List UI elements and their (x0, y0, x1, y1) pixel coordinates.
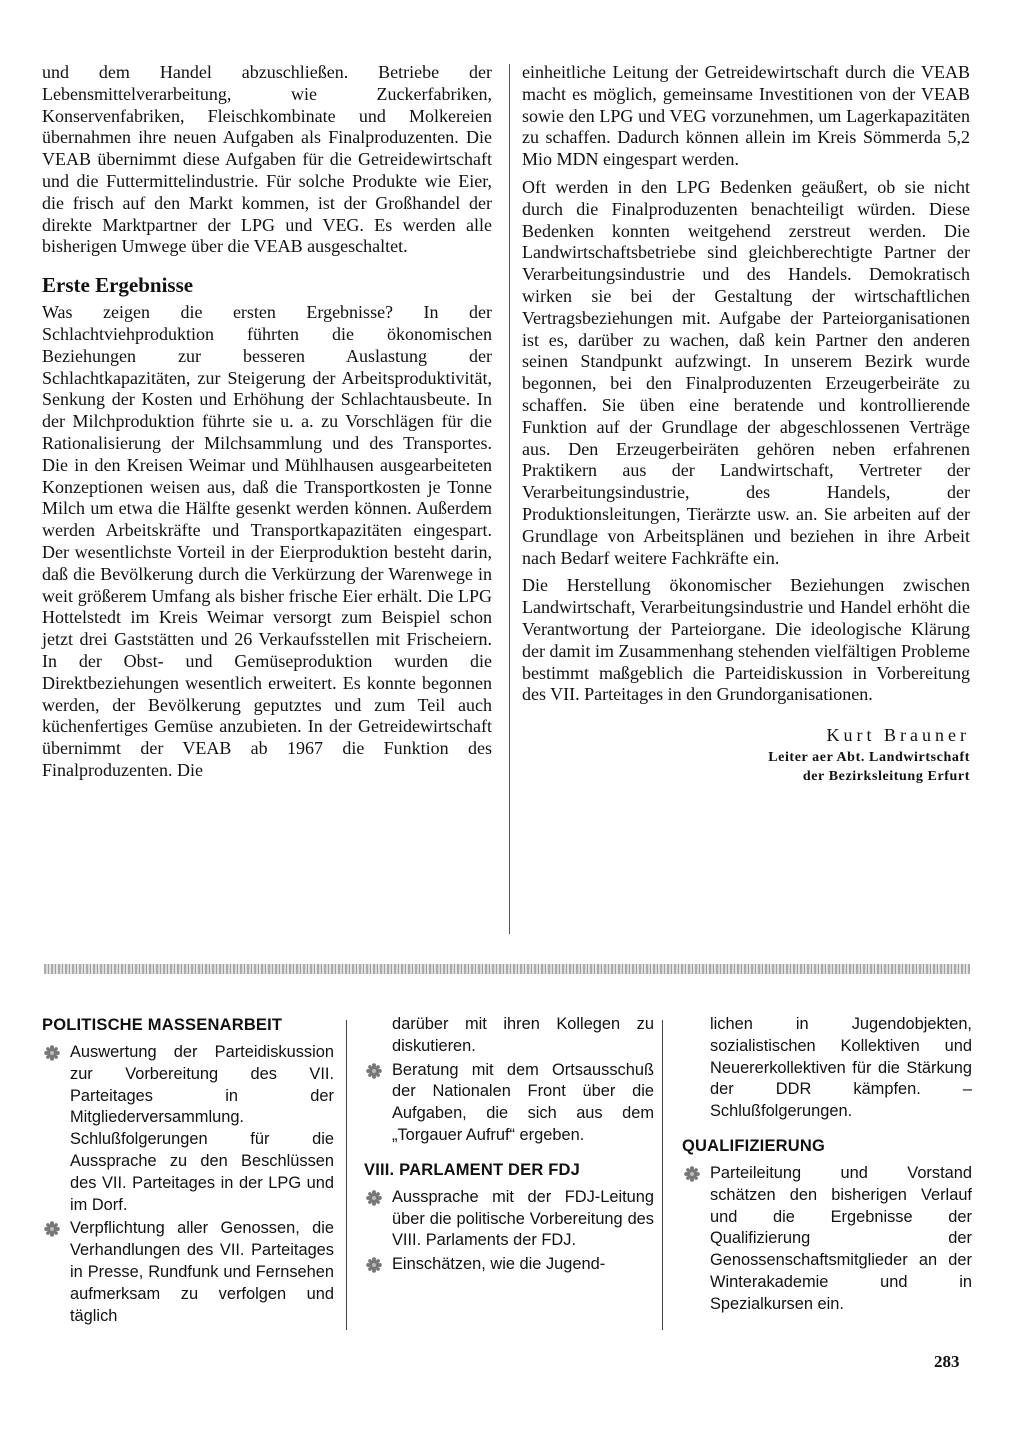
rosette-bullet-icon (44, 1045, 60, 1061)
page-number: 283 (934, 1352, 960, 1371)
rosette-bullet-icon (366, 1257, 382, 1273)
list-item-continuation: lichen in Jugendobjekten, sozialistischen Kollektiven und Neuererkollektiven für die Stärkung der DDR kämpfen. – Schlußfolgerungen. (710, 1015, 972, 1121)
list-item: Aussprache mit der FDJ-Leitung über die politische Vorbereitung des VIII. Parlaments der FDJ. (364, 1187, 654, 1252)
section-heading: Erste Ergebnisse (42, 273, 194, 298)
rosette-bullet-icon (684, 1166, 700, 1182)
article-paragraph: und dem Handel abzuschließen. Betriebe der Lebensmittelverarbeitung, wie Zuckerfabriken, Konservenfabriken, Fleischkombinate und Molkereien übernahmen ihre neuen Aufgaben als Finalproduzenten. Die VEAB übernimmt diese Aufgaben für die Getreidewirtschaft und die Futtermittelindustrie. Für solche Produkte wie Eier, die frisch auf den Markt kommen, ist der Großhandel der direkte Marktpartner der LPG und VEG. Es werden alle bisherigen Umwege über die VEAB ausgeschaltet. (42, 62, 492, 257)
article-left-column (42, 62, 492, 788)
column-divider (346, 1020, 347, 1330)
box-column-2 (364, 1014, 654, 1278)
list-item: Einschätzen, wie die Jugend- (364, 1254, 654, 1276)
list-item: Verpflichtung aller Genossen, die Verhandlungen des VII. Parteitages in Presse, Rundfunk und Fernsehen aufmerksam zu verfolgen und täglich (42, 1218, 334, 1327)
article-right-column (522, 62, 970, 786)
list-item-continuation: darüber mit ihren Kollegen zu diskutieren. (392, 1015, 654, 1055)
list-item: Auswertung der Parteidiskussion zur Vorbereitung des VII. Parteitages in der Mitgliederversammlung. Schlußfolgerungen für die Aussprache zu den Beschlüssen des VII. Parteitages in der LPG und im Dorf. (42, 1042, 334, 1216)
article-paragraph: Die Herstellung ökonomischer Beziehungen zwischen Landwirtschaft, Verarbeitungsindustrie und Handel erhöht die Verantwortung der Parteiorgane. Die ideologische Klärung der damit im Zusammenhang stehenden vielfältigen Probleme bestimmt maßgeblich die Parteidiskussion in Vorbereitung des VII. Parteitages in den Grundorganisationen. (522, 575, 970, 705)
column-divider (662, 1020, 663, 1330)
author-block (522, 722, 970, 786)
section-divider-band (44, 964, 970, 974)
box-heading-qualifizierung: QUALIFIZIERUNG (682, 1136, 826, 1155)
list-item: Beratung mit dem Ortsausschuß der Nationalen Front über die Aufgaben, die sich aus dem „Torgauer Aufruf“ ergeben. (364, 1060, 654, 1147)
column-divider (509, 64, 510, 934)
box-heading-parlament-fdj: VIII. PARLAMENT DER FDJ (364, 1160, 581, 1179)
rosette-bullet-icon (366, 1063, 382, 1079)
article-paragraph: Was zeigen die ersten Ergebnisse? In der Schlachtviehproduktion führten die ökonomischen Beziehungen zur besseren Auslastung der Schlachtkapazitäten, zur Steigerung der Arbeitsproduktivität, Senkung der Kosten und Erhöhung der Schlachtausbeute. In der Milchproduktion führte sie u. a. zu Vorschlägen für die Rationalisierung der Milchsammlung und des Transportes. Die in den Kreisen Weimar und Mühlhausen ausgearbeiteten Konzeptionen weisen aus, daß die Transportkosten je Tonne Milch um etwa die Hälfte gesenkt werden können. Außerdem werden Arbeitskräfte und Transportkapazitäten eingespart. Der wesentlichste Vorteil in der Eierproduktion besteht darin, daß die Bevölkerung durch die Verkürzung der Warenwege in weit größerem Umfang als bisher frische Eier erhält. Die LPG Hottelstedt im Kreis Weimar versorgt zum Beispiel schon jetzt drei Gaststätten und 26 Verkaufsstellen mit Frischeiern. In der Obst- und Gemüseproduktion wurden die Direktbeziehungen wesentlich erweitert. Es konnte begonnen werden, der Bevölkerung geputztes und zum Teil auch küchenfertiges Gemüse anzubieten. In der Getreidewirtschaft übernimmt der VEAB ab 1967 die Funktion des Finalproduzenten. Die (42, 302, 492, 780)
author-name: Kurt Brauner (826, 725, 970, 746)
article-paragraph: Oft werden in den LPG Bedenken geäußert, ob sie nicht durch die Finalproduzenten benachteiligt würden. Diese Bedenken konnten weitgehend zerstreut werden. Die Landwirtschaftsbetriebe sind gleichberechtigte Partner der Verarbeitungsindustrie und des Handels. Demokratisch wirken sie bei der Gestaltung der wirtschaftlichen Vertragsbeziehungen mit. Aufgabe der Parteiorganisationen ist es, darüber zu wachen, daß kein Partner den anderen seinen Standpunkt aufzwingt. In unserem Bezirk wurde begonnen, bei den Finalproduzenten Erzeugerbeiräte zu schaffen. Sie üben eine beratende und kontrollierende Funktion auf der Grundlage der abgeschlossenen Verträge aus. Den Erzeugerbeiräten gehören neben erfahrenen Praktikern aus der Landwirtschaft, Vertreter der Verarbeitungsindustrie, des Handels, der Produktionsleitungen, Tierärzte usw. an. Sie arbeiten auf der Grundlage von Arbeitsplänen und beziehen in ihre Arbeit nach Bedarf weitere Fachkräfte ein. (522, 176, 970, 568)
author-role: Leiter aer Abt. Landwirtschaft (768, 750, 970, 766)
box-heading-politische-massenarbeit: POLITISCHE MASSENARBEIT (42, 1016, 283, 1034)
article-paragraph: einheitliche Leitung der Getreidewirtschaft durch die VEAB macht es möglich, gemeinsame Investitionen von der VEAB sowie den LPG und VEG vorzunehmen, um Lagerkapazitäten zu schaffen. Dadurch können allein im Kreis Sömmerda 5,2 Mio MDN eingespart werden. (522, 62, 970, 170)
list-item: Parteileitung und Vorstand schätzen den bisherigen Verlauf und die Ergebnisse der Qualifizierung der Genossenschaftsmitglieder an der Winterakademie und in Spezialkursen ein. (682, 1163, 972, 1316)
box-column-1 (42, 1014, 334, 1329)
author-role: der Bezirksleitung Erfurt (802, 769, 970, 785)
box-column-3 (682, 1014, 972, 1318)
rosette-bullet-icon (44, 1221, 60, 1237)
rosette-bullet-icon (366, 1190, 382, 1206)
